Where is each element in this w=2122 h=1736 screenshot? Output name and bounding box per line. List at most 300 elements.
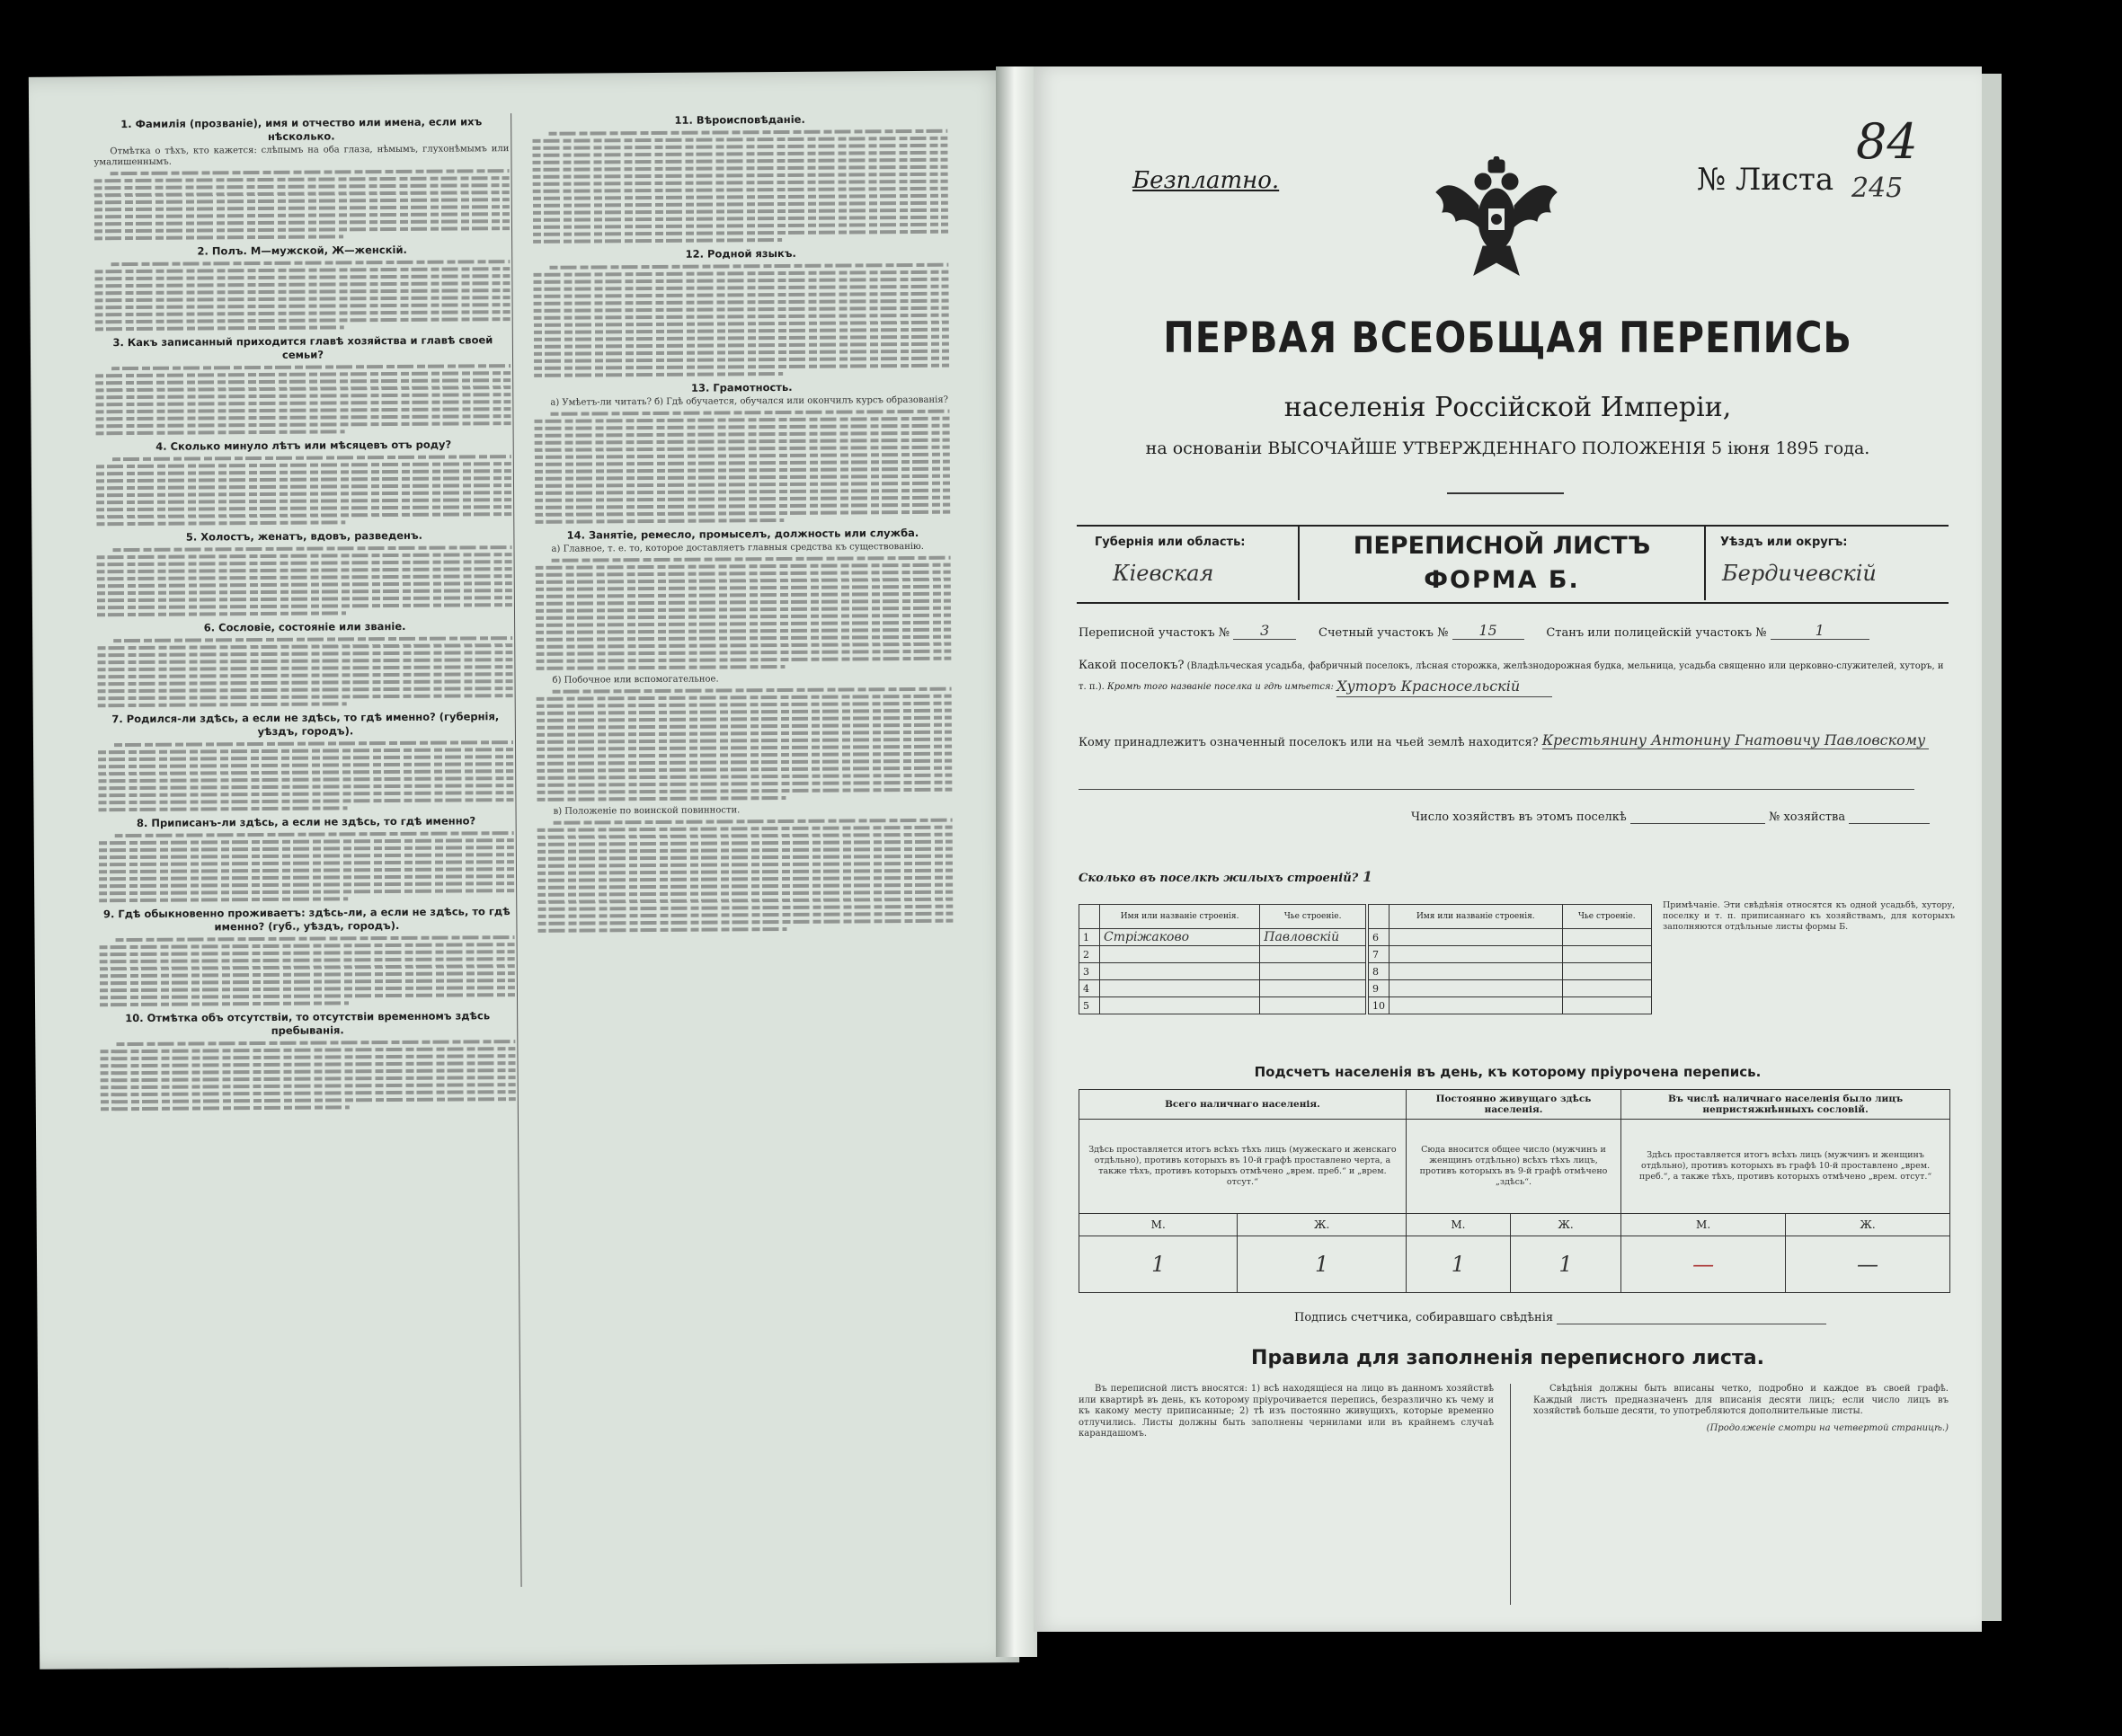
print-line <box>112 455 511 461</box>
settlement-label: Какой поселокъ? <box>1079 659 1185 672</box>
print-line <box>537 919 953 926</box>
print-line <box>535 424 950 430</box>
settlement-value: Хуторъ Красносельскій <box>1336 677 1552 697</box>
print-line <box>533 180 948 186</box>
print-line <box>535 417 950 423</box>
instruction-heading: 1. Фамилія (прозваніе), имя и отчество или имена, если ихъ нѣсколько. <box>120 115 483 143</box>
small-print-block <box>100 935 516 1006</box>
district-value: Бердичевскій <box>1722 561 1877 586</box>
print-line <box>535 438 950 445</box>
building-n-cell: 8 <box>1369 963 1390 980</box>
subtitle: населенія Россійской Имперіи, <box>1283 392 1732 423</box>
print-line <box>535 446 950 452</box>
table-row <box>1079 929 1366 946</box>
print-line <box>534 321 949 327</box>
rules-column-2-text: Свѣдѣнія должны быть вписаны четко, подробно и каждое въ своей графѣ. Каждый листъ предназначенъ для вписанія десяти лицъ; если число лицъ въ хозяйствѣ больше десяти, то употребляются дополнительные листы. <box>1533 1384 1949 1416</box>
print-line <box>537 833 953 839</box>
sheet-number-label: № Листа <box>1697 162 1834 198</box>
instruction-heading: 7. Родился-ли здѣсь, а если не здѣсь, то гдѣ именно? (губернія, уѣздъ, городъ). <box>111 710 500 739</box>
print-line <box>101 1090 516 1096</box>
print-line <box>533 173 948 179</box>
print-line <box>537 840 953 846</box>
print-line <box>97 603 512 609</box>
print-line <box>534 314 949 320</box>
left-page <box>29 70 1019 1670</box>
rules-divider <box>1510 1384 1511 1605</box>
form-title: ФОРМА Б. <box>1424 566 1580 594</box>
instruction-section <box>532 112 948 244</box>
print-line <box>536 614 951 620</box>
print-line <box>97 658 512 664</box>
print-line <box>533 208 948 215</box>
building-name-cell <box>1390 946 1563 963</box>
main-title: ПЕРВАЯ ВСЕОБЩАЯ ПЕРЕПИСЬ <box>1163 314 1852 363</box>
print-line <box>536 657 951 663</box>
print-line <box>97 581 512 588</box>
count-header-present: Всего наличнаго населенія. <box>1079 1090 1407 1120</box>
book-gutter <box>996 66 1037 1657</box>
print-line <box>537 796 786 802</box>
print-line <box>534 350 949 356</box>
title-divider <box>1447 492 1564 494</box>
building-owner-header: Чье строеніе. <box>1562 905 1651 929</box>
building-owner-cell <box>1260 997 1366 1014</box>
print-line <box>534 306 949 313</box>
instruction-section <box>535 527 951 670</box>
household-no-line <box>1849 809 1930 824</box>
print-line <box>537 876 953 882</box>
print-line <box>536 635 951 642</box>
print-line <box>536 571 951 577</box>
print-line <box>98 784 513 790</box>
print-line <box>96 421 511 428</box>
instructions-column-2 <box>532 111 953 938</box>
print-line <box>537 912 953 918</box>
district-label: Уѣздъ или округъ: <box>1720 536 1848 549</box>
free-label: Безплатно. <box>1132 167 1280 194</box>
settlement-row <box>1079 656 1950 697</box>
print-line <box>100 979 515 985</box>
print-line <box>100 957 515 963</box>
print-line <box>100 1001 349 1006</box>
building-name-cell <box>1100 980 1260 997</box>
print-line <box>537 869 953 875</box>
print-line <box>533 194 948 200</box>
stan-value: 1 <box>1771 622 1869 640</box>
building-name-cell <box>1390 997 1563 1014</box>
print-line <box>535 467 950 474</box>
owner-row <box>1079 731 1950 749</box>
count-description-present: Здѣсь проставляется итогъ всѣхъ тѣхъ лицъ (мужескаго и женскаго отдѣльно), противъ которыхъ въ 10-й графѣ проставлено черта, а также тѣхъ, противъ которыхъ отмѣчено „врем. преб.“ и „врем. отсут.“ <box>1079 1120 1407 1214</box>
small-print-block <box>100 1040 516 1111</box>
census-sheet-title: ПЕРЕПИСНОЙ ЛИСТЪ <box>1353 532 1651 560</box>
print-line <box>537 898 953 904</box>
building-name-cell <box>1390 963 1563 980</box>
print-line <box>535 503 950 509</box>
small-print-block <box>94 260 511 331</box>
sex-header: Ж. <box>1786 1214 1950 1236</box>
building-n-cell: 6 <box>1369 929 1390 946</box>
print-line <box>96 512 511 518</box>
building-owner-cell <box>1260 946 1366 963</box>
small-print-block <box>537 687 953 802</box>
sex-header: М. <box>1079 1214 1238 1236</box>
print-line <box>537 695 952 701</box>
count-value: 1 <box>1079 1236 1238 1293</box>
print-line <box>537 883 953 890</box>
count-header-resident: Постоянно живущаго здѣсь населенія. <box>1406 1090 1620 1120</box>
counting-district-label: Счетный участокъ № <box>1318 626 1449 640</box>
small-print-block <box>532 129 948 244</box>
print-line <box>98 769 513 775</box>
print-line <box>553 687 952 694</box>
print-line <box>98 762 513 768</box>
print-line <box>533 201 948 208</box>
instruction-heading: 5. Холостъ, женатъ, вдовъ, разведенъ. <box>185 528 423 544</box>
count-value: 1 <box>1510 1236 1620 1293</box>
print-line <box>95 393 511 399</box>
instruction-heading: 4. Сколько минуло лѣтъ или мѣсяцевъ отъ роду? <box>155 438 452 453</box>
building-owner-header: Чье строеніе. <box>1260 905 1366 929</box>
print-line <box>97 567 512 573</box>
print-line <box>535 474 950 481</box>
rules-column-2 <box>1533 1384 1949 1434</box>
count-value: 1 <box>1238 1236 1406 1293</box>
print-line <box>98 702 347 707</box>
building-n-cell: 2 <box>1079 946 1100 963</box>
print-line <box>536 607 951 613</box>
print-line <box>554 819 953 825</box>
print-line <box>532 144 947 150</box>
instruction-heading: 11. Вѣроисповѣданіе. <box>674 112 805 127</box>
print-line <box>537 702 952 708</box>
province-cell <box>1077 525 1300 600</box>
building-owner-cell: Павловскій <box>1260 929 1366 946</box>
counting-district-value: 15 <box>1452 622 1524 640</box>
print-line <box>533 230 948 236</box>
print-line <box>535 460 950 466</box>
print-line <box>95 400 511 406</box>
print-line <box>535 518 784 524</box>
building-name-cell: Стріжаково <box>1100 929 1260 946</box>
print-line <box>537 862 953 868</box>
print-line <box>100 1054 515 1060</box>
signature-blank <box>1557 1311 1826 1324</box>
building-name-cell <box>1100 963 1260 980</box>
instruction-heading: 3. Какъ записанный приходится главѣ хозяйства и главѣ своей семьи? <box>112 333 493 361</box>
print-line <box>537 781 952 787</box>
print-line <box>535 496 950 502</box>
print-line <box>95 317 511 323</box>
print-line <box>536 599 951 606</box>
print-line <box>537 788 952 794</box>
table-row <box>1079 980 1366 997</box>
table-row <box>1369 929 1652 946</box>
instruction-heading: 8. Приписанъ-ли здѣсь, а если не здѣсь, то гдѣ именно? <box>136 814 476 830</box>
instruction-heading: 9. Гдѣ обыкновенно проживаетъ: здѣсь-ли, а если не здѣсь, то гдѣ именно? (губ., уѣздъ, городъ). <box>102 905 511 934</box>
instruction-section <box>534 380 950 524</box>
table-row <box>1079 963 1366 980</box>
print-line <box>536 628 951 634</box>
count-description-resident: Сюда вносится общее число (мужчинъ и женщинъ отдѣльно) всѣхъ тѣхъ лицъ, противъ которыхъ въ 9-й графѣ отмѣчено „здѣсь“. <box>1406 1120 1620 1214</box>
print-line <box>94 226 510 233</box>
count-description-nonlocal: Здѣсь проставляется итогъ всѣхъ лицъ (мужчинъ и женщинъ отдѣльно), противъ которыхъ въ графѣ 10-й проставлено „врем. преб.“, а также тѣхъ, противъ которыхъ отмѣчено „врем. отсут.“ <box>1621 1120 1950 1214</box>
building-name-header: Имя или названіе строенія. <box>1100 905 1260 929</box>
print-line <box>97 596 512 602</box>
print-line <box>96 505 511 511</box>
print-line <box>99 806 348 811</box>
building-owner-cell <box>1562 997 1651 1014</box>
signature-label: Подпись счетчика, собиравшаго свѣдѣнія <box>1294 1311 1554 1324</box>
small-print-block <box>97 636 513 707</box>
print-line <box>97 665 512 671</box>
buildings-table-right <box>1368 904 1652 1014</box>
print-line <box>537 759 952 766</box>
print-line <box>533 165 948 172</box>
small-print-block <box>94 169 511 240</box>
building-n-cell: 3 <box>1079 963 1100 980</box>
print-line <box>99 897 348 902</box>
print-line <box>552 556 951 562</box>
print-line <box>97 560 512 566</box>
double-headed-eagle-emblem-icon <box>1429 156 1564 282</box>
district-numbers-row <box>1079 622 1950 640</box>
instruction-section <box>95 333 511 435</box>
buildings-table-left <box>1079 904 1366 1014</box>
instruction-body: а) Умѣетъ-ли читать? б) Гдѣ обучается, обучался или окончилъ курсъ образованія? <box>550 394 949 408</box>
print-line <box>534 335 949 341</box>
print-line <box>534 342 949 349</box>
table-row <box>1369 946 1652 963</box>
print-line <box>99 846 514 852</box>
print-line <box>536 650 951 656</box>
instruction-heading: 12. Родной языкъ. <box>685 246 796 261</box>
print-line <box>96 430 345 435</box>
instruction-heading: 13. Грамотность. <box>690 380 793 394</box>
count-value: — <box>1621 1236 1786 1293</box>
small-print-block <box>533 263 949 377</box>
print-line <box>98 776 513 783</box>
print-line <box>535 510 950 517</box>
buildings-row <box>1079 868 1950 885</box>
print-line <box>95 310 511 316</box>
print-line <box>537 927 786 933</box>
print-line <box>113 636 512 642</box>
print-line <box>99 867 514 873</box>
small-print-block <box>98 740 514 811</box>
print-line <box>536 665 785 670</box>
print-line <box>94 281 510 288</box>
print-line <box>99 889 514 895</box>
print-line <box>536 585 951 591</box>
instruction-body: Отмѣтка о тѣхъ, кто кажется: слѣпымъ на оба глаза, нѣмымъ, глухонѣмымъ или умалишеннымъ. <box>93 144 510 168</box>
count-header-nonlocal: Въ числѣ наличнаго населенія было лицъ непристяжнѣнныхъ сословій. <box>1621 1090 1950 1120</box>
print-line <box>94 176 510 182</box>
legal-basis-line: на основаніи ВЫСОЧАЙШЕ УТВЕРЖДЕННАГО ПОЛОЖЕНІЯ 5 іюня 1895 года. <box>1145 438 1870 458</box>
print-line <box>533 223 948 229</box>
building-n-cell: 4 <box>1079 980 1100 997</box>
instruction-section <box>96 528 512 616</box>
print-line <box>536 578 951 584</box>
census-district-label: Переписной участокъ № <box>1079 626 1230 640</box>
print-line <box>536 621 951 627</box>
print-line <box>534 299 949 306</box>
buildings-value: 1 <box>1362 868 1372 885</box>
instruction-section <box>98 710 514 811</box>
print-line <box>94 288 510 295</box>
number-header <box>1079 905 1100 929</box>
print-line <box>536 563 951 570</box>
small-print-block <box>96 455 512 526</box>
print-line <box>533 238 782 244</box>
print-line <box>533 187 948 193</box>
number-header <box>1369 905 1390 929</box>
print-line <box>537 826 953 832</box>
handwritten-sheet-number: 245 <box>1851 173 1904 204</box>
print-line <box>98 679 513 686</box>
instruction-section <box>97 619 513 707</box>
stan-label: Станъ или полицейскій участокъ № <box>1546 626 1767 640</box>
print-line <box>535 482 950 488</box>
count-value: 1 <box>1406 1236 1510 1293</box>
print-line <box>99 853 514 859</box>
print-line <box>534 357 949 363</box>
instruction-heading: 6. Сословіе, состояніе или званіе. <box>203 619 406 634</box>
small-print-block <box>537 819 954 933</box>
print-line <box>101 1097 516 1103</box>
print-line <box>100 993 515 999</box>
instruction-section <box>99 905 515 1006</box>
print-line <box>114 740 513 747</box>
print-line <box>537 752 952 758</box>
print-line <box>533 285 948 291</box>
print-line <box>100 986 515 992</box>
table-row <box>1369 980 1652 997</box>
building-owner-cell <box>1260 980 1366 997</box>
print-line <box>537 709 952 715</box>
print-line <box>99 874 514 881</box>
settlement-name-label: Кромѣ того названіе поселка и гдѣ имѣется: <box>1107 682 1334 692</box>
sex-header: М. <box>1621 1214 1786 1236</box>
small-print-block <box>99 831 515 902</box>
print-line <box>534 292 949 298</box>
instruction-section <box>99 814 515 902</box>
print-line <box>97 672 512 678</box>
building-owner-cell <box>1260 963 1366 980</box>
print-line <box>101 1083 516 1089</box>
print-line <box>116 1040 515 1046</box>
print-line <box>534 364 949 370</box>
instruction-body: б) Побочное или вспомогательное. <box>552 674 719 686</box>
building-name-header: Имя или названіе строенія. <box>1390 905 1563 929</box>
print-line <box>537 774 952 780</box>
population-count-title: Подсчетъ населенія въ день, къ которому пріурочена перепись. <box>1254 1064 1762 1080</box>
rules-column-1: Въ переписной листъ вносятся: 1) всѣ находящіеся на лицо въ данномъ хозяйствѣ или квартирѣ въ день, къ которому пріурочивается перепись, безразлично къ чему и къ какому месту приписанные; 2) тѣ изъ постоянно живущихъ, которые временно отлучились. Листы должны быть заполнены чернилами или въ крайнемъ случаѣ карандашомъ. <box>1079 1384 1494 1439</box>
table-row <box>1079 997 1366 1014</box>
print-line <box>98 686 513 693</box>
print-line <box>96 476 511 483</box>
print-line <box>532 158 947 164</box>
print-line <box>95 378 511 385</box>
print-line <box>100 950 515 956</box>
rules-footnote: (Продолженіе смотри на четвертой страницѣ.) <box>1706 1422 1949 1433</box>
print-line <box>100 971 515 978</box>
instructions-column-1 <box>93 113 516 1116</box>
building-n-cell: 1 <box>1079 929 1100 946</box>
print-line <box>94 219 510 226</box>
print-line <box>97 574 512 580</box>
population-count-table <box>1079 1089 1950 1293</box>
print-line <box>111 364 511 370</box>
print-line <box>94 198 510 204</box>
building-owner-cell <box>1562 946 1651 963</box>
print-line <box>549 263 948 270</box>
print-line <box>95 414 511 421</box>
table-row <box>1369 963 1652 980</box>
instruction-section <box>93 115 510 240</box>
owner-continuation-line <box>1079 773 1914 790</box>
print-line <box>101 1076 516 1082</box>
settlement-hint: (Владѣльческая усадьба, фабричный поселокъ, лѣсная сторожка, желѣзнодорожная будка, мельница, усадьба священно или церковно-служителей, хуторъ, и т. п.). <box>1079 661 1944 692</box>
households-label: Число хозяйствъ въ этомъ поселкѣ <box>1411 810 1627 824</box>
table-row <box>1079 946 1366 963</box>
instruction-section <box>533 246 949 377</box>
handwritten-page-number: 84 <box>1856 113 1918 170</box>
building-name-cell <box>1390 929 1563 946</box>
buildings-note: Примѣчаніе. Эти свѣдѣнія относятся къ одной усадьбѣ, хутору, поселку и т. п. приписаннаго къ хозяйствамъ, для которыхъ заполняются отдѣльные листы формы Б. <box>1663 900 1955 932</box>
print-line <box>537 723 952 730</box>
print-line <box>537 731 952 737</box>
print-line <box>536 642 951 649</box>
print-line <box>111 169 510 175</box>
buildings-label: Сколько въ поселкѣ жилыхъ строеній? <box>1079 872 1359 885</box>
sex-header: Ж. <box>1510 1214 1620 1236</box>
print-line <box>97 589 512 595</box>
print-line <box>116 935 515 942</box>
print-line <box>537 738 952 744</box>
print-line <box>98 755 513 761</box>
print-line <box>537 716 952 722</box>
print-line <box>535 453 950 459</box>
print-line <box>111 260 510 266</box>
building-n-cell: 7 <box>1369 946 1390 963</box>
print-line <box>532 137 947 143</box>
print-line <box>100 1061 515 1067</box>
print-line <box>534 372 783 377</box>
small-print-block <box>534 410 950 524</box>
households-row <box>1411 809 1950 824</box>
instruction-section <box>94 243 511 331</box>
print-line <box>537 890 953 897</box>
print-line <box>534 328 949 334</box>
print-line <box>96 520 345 526</box>
print-line <box>96 469 511 475</box>
building-n-cell: 5 <box>1079 997 1100 1014</box>
instruction-body: в) Положеніе по воинской повинности. <box>553 805 741 817</box>
count-value: — <box>1786 1236 1950 1293</box>
print-line <box>533 216 948 222</box>
print-line <box>94 274 510 280</box>
print-line <box>97 643 512 650</box>
print-line <box>96 498 511 504</box>
print-line <box>100 943 515 949</box>
print-line <box>101 1068 516 1075</box>
print-line <box>95 325 344 331</box>
rules-title: Правила для заполненія переписного листа. <box>1251 1347 1764 1369</box>
signature-line <box>1294 1311 1826 1324</box>
print-line <box>100 1047 515 1053</box>
print-line <box>96 491 511 497</box>
